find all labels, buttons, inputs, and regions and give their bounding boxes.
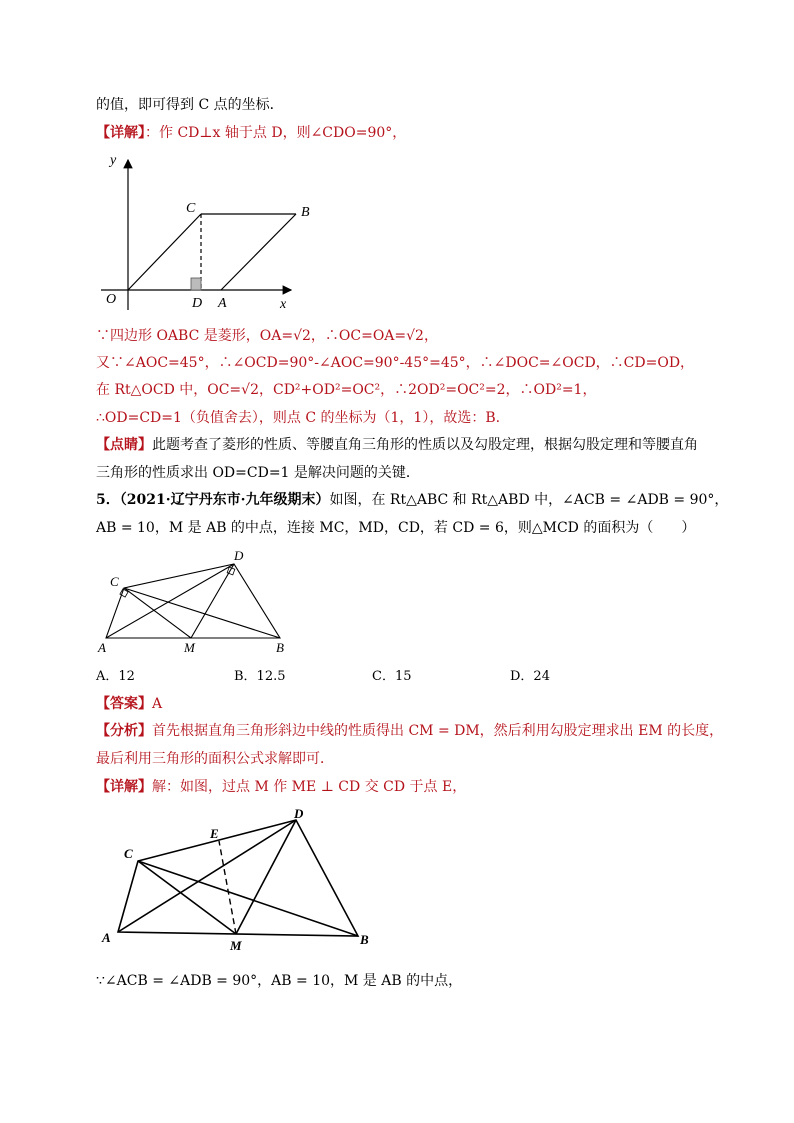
fig2-label-m: M [184, 640, 195, 655]
fig3-segment-me [219, 841, 236, 934]
detail-text-q5: 解：如图，过点 M 作 ME ⊥ CD 交 CD 于点 E， [152, 779, 467, 795]
fig3-label-b: B [360, 932, 369, 947]
fig3-segment-ad [118, 820, 296, 932]
comment-text: 此题考查了菱形的性质、等腰直角三角形的性质以及勾股定理，根据勾股定理和等腰直角 [152, 437, 698, 453]
analysis-line [96, 722, 723, 740]
fig2-label-c: C [110, 574, 119, 589]
option-b[interactable]: B．12.5 [234, 669, 286, 684]
label-c: C [186, 201, 196, 216]
detail-line [96, 124, 406, 142]
option-c[interactable]: C．15 [372, 669, 412, 684]
analysis-text-2: 最后利用三角形的面积公式求解即可． [96, 751, 334, 767]
question-source: （2021·辽宁丹东市·九年级期末） [119, 492, 330, 508]
detail-label: 【详解】 [96, 125, 145, 141]
answer-line [96, 695, 162, 713]
fig3-label-a: A [102, 930, 111, 945]
comment-line [96, 436, 698, 454]
analysis-text-1: 首先根据直角三角形斜边中线的性质得出 CM = DM，然后利用勾股定理求出 EM 的长度， [152, 723, 724, 739]
detail-label-q5: 【详解】 [96, 779, 152, 795]
final-line: ∵∠ACB = ∠ADB = 90°，AB = 10，M 是 AB 的中点， [96, 973, 463, 989]
question-stem-2: AB = 10，M 是 AB 的中点，连接 MC，MD，CD，若 CD = 6，则△MCD 的面积为（ ） [96, 520, 696, 536]
fig3-label-e: E [210, 826, 219, 841]
detail-text: ：作 CD⊥x 轴于点 D，则∠CDO=90°， [145, 125, 407, 141]
label-y: y [110, 153, 117, 168]
rhombus-figure [96, 148, 316, 313]
segment-cb [124, 588, 280, 638]
option-d[interactable]: D．24 [510, 669, 550, 684]
fig2-label-b: B [276, 640, 284, 655]
question-stem-1: 如图，在 Rt△ABC 和 Rt△ABD 中，∠ACB = ∠ADB = 90°， [329, 492, 729, 508]
solution-line-4: 在 Rt△OCD 中，OC=√2，CD²+OD²=OC²，∴2OD²=OC²=2，∴OD²=1， [96, 382, 597, 398]
segment-ad [106, 564, 234, 638]
fig3-label-d: D [294, 806, 304, 821]
comment-line-2: 三角形的性质求出 OD=CD=1 是解决问题的关键． [96, 465, 420, 481]
fig2-label-a: A [98, 640, 106, 655]
detail-line-q5 [96, 778, 466, 796]
label-a: A [218, 296, 227, 311]
question-number: 5． [96, 492, 120, 508]
label-d: D [192, 296, 203, 311]
solution-line-5: ∴OD=CD=1（负值舍去），则点 C 的坐标为（1，1），故选：B. [96, 410, 501, 426]
segment-oc [128, 214, 201, 290]
comment-label: 【点睛】 [96, 437, 152, 453]
analysis-label: 【分析】 [96, 723, 152, 739]
label-o: O [106, 292, 117, 307]
fig3-segment-md [236, 820, 296, 934]
quadrilateral-figure [96, 546, 296, 656]
answer-label: 【答案】 [96, 696, 152, 712]
outline-bold [118, 820, 358, 936]
segment-ba [221, 214, 296, 290]
fig2-label-d: D [234, 548, 244, 563]
label-x: x [280, 297, 287, 312]
fig3-label-m: M [230, 938, 242, 953]
fig3-label-c: C [124, 846, 133, 861]
text-line-1: 的值，即可得到 C 点的坐标． [96, 97, 284, 113]
label-b: B [301, 205, 310, 220]
answer-value: A [152, 696, 163, 712]
fig3-segment-cm [138, 861, 236, 934]
segment-cm [124, 588, 191, 638]
solution-figure [96, 806, 386, 956]
outline [106, 564, 280, 638]
solution-line-3: 又∵∠AOC=45°，∴∠OCD=90°-∠AOC=90°-45°=45°，∴∠DOC=∠OCD，∴CD=OD， [96, 355, 695, 371]
right-angle-mark [191, 278, 201, 290]
question-5-stem [96, 491, 728, 509]
option-a[interactable]: A．12 [96, 669, 135, 684]
solution-line-2: ∵四边形 OABC 是菱形，OA=√2，∴OC=OA=√2， [96, 328, 438, 344]
segment-md [191, 564, 234, 638]
